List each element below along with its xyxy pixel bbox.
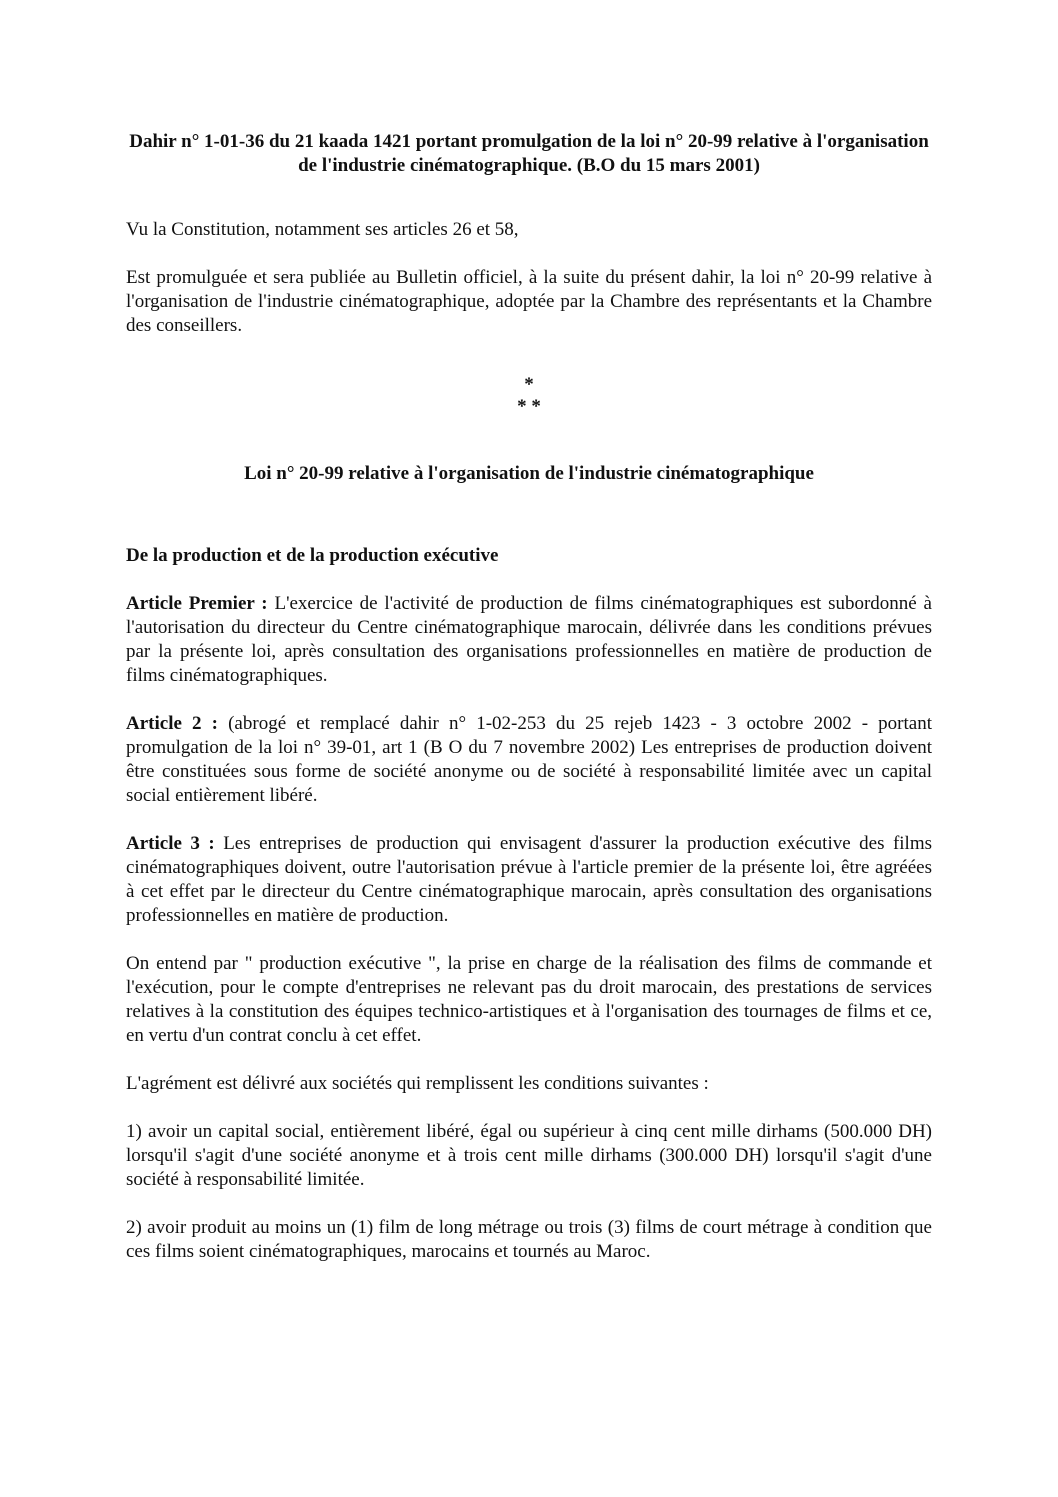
- promulgation-paragraph: Est promulguée et sera publiée au Bulletin officiel, à la suite du présent dahir, la loi n° 20-99 relative à l'organisation de l'industrie cinématographique, adoptée par la Chambre des représentants et la Chambre des conseillers.: [126, 267, 932, 336]
- condition-2-paragraph: 2) avoir produit au moins un (1) film de long métrage ou trois (3) films de court métrage à condition que ces films soient cinématographiques, marocains et tournés au Maroc.: [126, 1217, 932, 1262]
- article-text: L'exercice de l'activité de production de films cinématographiques est subordonné à l'autorisation du directeur du Centre cinématographique marocain, délivrée dans les conditions prévues par la présente loi, après consultation des organisations professionnelles en matière de production de films cinématographiques.: [126, 593, 932, 686]
- article-label: Article 2 :: [126, 713, 218, 734]
- article-2: [126, 712, 932, 808]
- document-page: [126, 0, 932, 1264]
- law-title: Loi n° 20-99 relative à l'organisation de l'industrie cinématographique: [244, 463, 814, 484]
- article-text: Les entreprises de production qui envisagent d'assurer la production exécutive des films cinématographiques doivent, outre l'autorisation prévue à l'article premier de la présente loi, être agréées à cet effet par le directeur du Centre cinématographique marocain, après consultation des organisations professionnelles en matière de production.: [126, 833, 933, 926]
- production-executive-definition: On entend par " production exécutive ", la prise en charge de la réalisation des films de commande et l'exécution, pour le compte d'entreprises ne relevant pas du droit marocain, des prestations de services relatives à la constitution des équipes technico-artistiques et à l'organisation des tournages de films et ce, en vertu d'un contrat conclu à cet effet.: [126, 953, 932, 1046]
- separator-star-line-1: *: [524, 374, 534, 395]
- dahir-title: Dahir n° 1-01-36 du 21 kaada 1421 portant promulgation de la loi n° 20-99 relative à l'organisation de l'industrie cinématographique. (B.O du 15 mars 2001): [129, 131, 929, 176]
- article-text: (abrogé et remplacé dahir n° 1-02-253 du 25 rejeb 1423 - 3 octobre 2002 - portant promulgation de la loi n° 39-01, art 1 (B O du 7 novembre 2002) Les entreprises de production doivent être constituées sous forme de société anonyme ou de société à responsabilité limitée avec un capital social entièrement libéré.: [126, 713, 933, 806]
- agrement-conditions-intro: L'agrément est délivré aux sociétés qui remplissent les conditions suivantes :: [126, 1073, 709, 1094]
- vu-constitution-paragraph: Vu la Constitution, notamment ses articles 26 et 58,: [126, 219, 519, 240]
- section-separator-stars: [126, 374, 932, 418]
- section-heading: De la production et de la production exécutive: [126, 545, 499, 566]
- separator-star-line-2: * *: [517, 396, 541, 417]
- article-label: Article Premier :: [126, 593, 268, 614]
- article-premier: [126, 592, 932, 688]
- condition-1-paragraph: 1) avoir un capital social, entièrement libéré, égal ou supérieur à cinq cent mille dirhams (500.000 DH) lorsqu'il s'agit d'une société anonyme et à trois cent mille dirhams (300.000 DH) lorsqu'il s'agit d'une société à responsabilité limitée.: [126, 1121, 932, 1190]
- article-3: [126, 832, 932, 928]
- article-label: Article 3 :: [126, 833, 215, 854]
